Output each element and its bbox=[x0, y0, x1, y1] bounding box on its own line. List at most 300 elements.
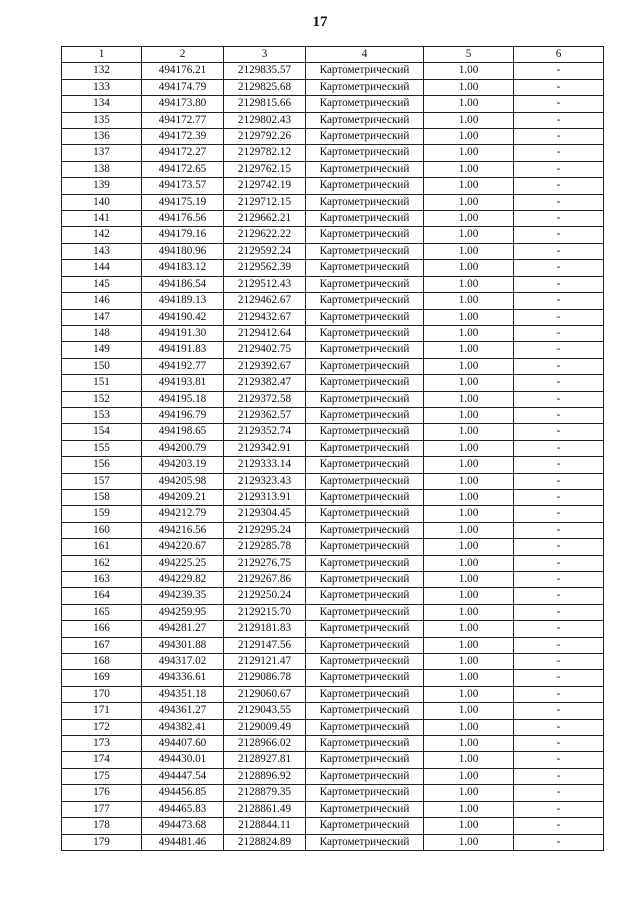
cell-accuracy: 1.00 bbox=[424, 342, 514, 358]
cell-y-coordinate: 2128879.35 bbox=[224, 785, 306, 801]
cell-point-number: 144 bbox=[62, 260, 142, 276]
cell-point-number: 134 bbox=[62, 96, 142, 112]
cell-accuracy: 1.00 bbox=[424, 457, 514, 473]
cell-point-number: 137 bbox=[62, 145, 142, 161]
cell-note: - bbox=[514, 604, 604, 620]
column-header: 1 bbox=[62, 47, 142, 63]
cell-y-coordinate: 2129462.67 bbox=[224, 293, 306, 309]
table-row bbox=[62, 325, 604, 341]
cell-y-coordinate: 2129742.19 bbox=[224, 178, 306, 194]
cell-x-coordinate: 494447.54 bbox=[142, 768, 224, 784]
cell-accuracy: 1.00 bbox=[424, 391, 514, 407]
cell-accuracy: 1.00 bbox=[424, 522, 514, 538]
cell-method: Картометрический bbox=[306, 801, 424, 817]
cell-note: - bbox=[514, 211, 604, 227]
cell-x-coordinate: 494193.81 bbox=[142, 375, 224, 391]
cell-point-number: 148 bbox=[62, 325, 142, 341]
cell-method: Картометрический bbox=[306, 358, 424, 374]
cell-x-coordinate: 494172.39 bbox=[142, 129, 224, 145]
cell-point-number: 174 bbox=[62, 752, 142, 768]
table-row bbox=[62, 112, 604, 128]
cell-method: Картометрический bbox=[306, 342, 424, 358]
cell-y-coordinate: 2129782.12 bbox=[224, 145, 306, 161]
cell-note: - bbox=[514, 834, 604, 850]
cell-x-coordinate: 494220.67 bbox=[142, 539, 224, 555]
cell-accuracy: 1.00 bbox=[424, 621, 514, 637]
cell-y-coordinate: 2128966.02 bbox=[224, 736, 306, 752]
table-row bbox=[62, 473, 604, 489]
cell-point-number: 143 bbox=[62, 243, 142, 259]
cell-method: Картометрический bbox=[306, 489, 424, 505]
cell-note: - bbox=[514, 276, 604, 292]
cell-method: Картометрический bbox=[306, 637, 424, 653]
cell-y-coordinate: 2129622.22 bbox=[224, 227, 306, 243]
cell-x-coordinate: 494200.79 bbox=[142, 440, 224, 456]
cell-accuracy: 1.00 bbox=[424, 293, 514, 309]
cell-point-number: 164 bbox=[62, 588, 142, 604]
cell-method: Картометрический bbox=[306, 473, 424, 489]
cell-note: - bbox=[514, 621, 604, 637]
cell-accuracy: 1.00 bbox=[424, 227, 514, 243]
cell-accuracy: 1.00 bbox=[424, 129, 514, 145]
cell-point-number: 179 bbox=[62, 834, 142, 850]
cell-x-coordinate: 494361.27 bbox=[142, 703, 224, 719]
cell-y-coordinate: 2128927.81 bbox=[224, 752, 306, 768]
table-row bbox=[62, 719, 604, 735]
cell-method: Картометрический bbox=[306, 211, 424, 227]
cell-x-coordinate: 494351.18 bbox=[142, 686, 224, 702]
cell-method: Картометрический bbox=[306, 555, 424, 571]
cell-accuracy: 1.00 bbox=[424, 325, 514, 341]
cell-point-number: 163 bbox=[62, 572, 142, 588]
cell-x-coordinate: 494176.21 bbox=[142, 63, 224, 79]
cell-y-coordinate: 2129313.91 bbox=[224, 489, 306, 505]
table-row bbox=[62, 424, 604, 440]
cell-note: - bbox=[514, 375, 604, 391]
cell-method: Картометрический bbox=[306, 161, 424, 177]
cell-y-coordinate: 2129432.67 bbox=[224, 309, 306, 325]
cell-note: - bbox=[514, 325, 604, 341]
table-row bbox=[62, 539, 604, 555]
cell-x-coordinate: 494173.57 bbox=[142, 178, 224, 194]
table-row bbox=[62, 801, 604, 817]
cell-x-coordinate: 494190.42 bbox=[142, 309, 224, 325]
table-row bbox=[62, 407, 604, 423]
cell-note: - bbox=[514, 736, 604, 752]
cell-note: - bbox=[514, 309, 604, 325]
cell-point-number: 147 bbox=[62, 309, 142, 325]
table-row bbox=[62, 457, 604, 473]
cell-x-coordinate: 494174.79 bbox=[142, 79, 224, 95]
cell-y-coordinate: 2129250.24 bbox=[224, 588, 306, 604]
column-header: 4 bbox=[306, 47, 424, 63]
cell-point-number: 168 bbox=[62, 654, 142, 670]
cell-x-coordinate: 494430.01 bbox=[142, 752, 224, 768]
cell-y-coordinate: 2129392.67 bbox=[224, 358, 306, 374]
cell-point-number: 151 bbox=[62, 375, 142, 391]
cell-accuracy: 1.00 bbox=[424, 719, 514, 735]
cell-accuracy: 1.00 bbox=[424, 572, 514, 588]
cell-accuracy: 1.00 bbox=[424, 79, 514, 95]
cell-accuracy: 1.00 bbox=[424, 276, 514, 292]
cell-point-number: 165 bbox=[62, 604, 142, 620]
cell-method: Картометрический bbox=[306, 440, 424, 456]
table-row bbox=[62, 145, 604, 161]
column-header: 5 bbox=[424, 47, 514, 63]
cell-y-coordinate: 2129402.75 bbox=[224, 342, 306, 358]
cell-y-coordinate: 2129333.14 bbox=[224, 457, 306, 473]
cell-y-coordinate: 2129342.91 bbox=[224, 440, 306, 456]
cell-y-coordinate: 2129382.47 bbox=[224, 375, 306, 391]
table-row bbox=[62, 243, 604, 259]
cell-point-number: 177 bbox=[62, 801, 142, 817]
cell-x-coordinate: 494336.61 bbox=[142, 670, 224, 686]
table-row bbox=[62, 555, 604, 571]
cell-x-coordinate: 494473.68 bbox=[142, 818, 224, 834]
cell-point-number: 175 bbox=[62, 768, 142, 784]
cell-note: - bbox=[514, 293, 604, 309]
cell-accuracy: 1.00 bbox=[424, 588, 514, 604]
cell-x-coordinate: 494225.25 bbox=[142, 555, 224, 571]
cell-accuracy: 1.00 bbox=[424, 194, 514, 210]
table-row bbox=[62, 489, 604, 505]
cell-y-coordinate: 2129762.15 bbox=[224, 161, 306, 177]
cell-x-coordinate: 494189.13 bbox=[142, 293, 224, 309]
cell-y-coordinate: 2129147.56 bbox=[224, 637, 306, 653]
cell-note: - bbox=[514, 96, 604, 112]
cell-note: - bbox=[514, 703, 604, 719]
cell-x-coordinate: 494465.83 bbox=[142, 801, 224, 817]
cell-y-coordinate: 2129802.43 bbox=[224, 112, 306, 128]
cell-note: - bbox=[514, 243, 604, 259]
cell-method: Картометрический bbox=[306, 588, 424, 604]
cell-method: Картометрический bbox=[306, 686, 424, 702]
cell-y-coordinate: 2129009.49 bbox=[224, 719, 306, 735]
cell-point-number: 158 bbox=[62, 489, 142, 505]
table-row bbox=[62, 572, 604, 588]
cell-accuracy: 1.00 bbox=[424, 407, 514, 423]
cell-x-coordinate: 494259.95 bbox=[142, 604, 224, 620]
cell-y-coordinate: 2129792.26 bbox=[224, 129, 306, 145]
cell-note: - bbox=[514, 719, 604, 735]
cell-accuracy: 1.00 bbox=[424, 440, 514, 456]
table-row bbox=[62, 752, 604, 768]
cell-note: - bbox=[514, 260, 604, 276]
cell-method: Картометрический bbox=[306, 96, 424, 112]
cell-point-number: 170 bbox=[62, 686, 142, 702]
cell-accuracy: 1.00 bbox=[424, 489, 514, 505]
cell-method: Картометрический bbox=[306, 834, 424, 850]
cell-note: - bbox=[514, 506, 604, 522]
cell-note: - bbox=[514, 440, 604, 456]
cell-y-coordinate: 2129304.45 bbox=[224, 506, 306, 522]
column-header: 3 bbox=[224, 47, 306, 63]
cell-point-number: 141 bbox=[62, 211, 142, 227]
table-row bbox=[62, 522, 604, 538]
cell-y-coordinate: 2129285.78 bbox=[224, 539, 306, 555]
cell-method: Картометрический bbox=[306, 572, 424, 588]
table-row bbox=[62, 227, 604, 243]
cell-method: Картометрический bbox=[306, 424, 424, 440]
cell-note: - bbox=[514, 424, 604, 440]
cell-y-coordinate: 2129352.74 bbox=[224, 424, 306, 440]
cell-x-coordinate: 494179.16 bbox=[142, 227, 224, 243]
cell-note: - bbox=[514, 457, 604, 473]
table-row bbox=[62, 276, 604, 292]
cell-note: - bbox=[514, 555, 604, 571]
cell-method: Картометрический bbox=[306, 227, 424, 243]
cell-note: - bbox=[514, 752, 604, 768]
cell-x-coordinate: 494456.85 bbox=[142, 785, 224, 801]
column-header: 6 bbox=[514, 47, 604, 63]
table-row bbox=[62, 703, 604, 719]
cell-method: Картометрический bbox=[306, 752, 424, 768]
cell-point-number: 155 bbox=[62, 440, 142, 456]
cell-accuracy: 1.00 bbox=[424, 358, 514, 374]
table-row bbox=[62, 293, 604, 309]
cell-x-coordinate: 494382.41 bbox=[142, 719, 224, 735]
table-row bbox=[62, 834, 604, 850]
cell-method: Картометрический bbox=[306, 621, 424, 637]
table-body bbox=[62, 63, 604, 851]
cell-point-number: 172 bbox=[62, 719, 142, 735]
cell-x-coordinate: 494212.79 bbox=[142, 506, 224, 522]
cell-accuracy: 1.00 bbox=[424, 211, 514, 227]
cell-method: Картометрический bbox=[306, 407, 424, 423]
cell-point-number: 167 bbox=[62, 637, 142, 653]
cell-note: - bbox=[514, 194, 604, 210]
cell-note: - bbox=[514, 407, 604, 423]
cell-method: Картометрический bbox=[306, 129, 424, 145]
cell-note: - bbox=[514, 79, 604, 95]
table-row bbox=[62, 785, 604, 801]
cell-x-coordinate: 494183.12 bbox=[142, 260, 224, 276]
cell-note: - bbox=[514, 572, 604, 588]
cell-y-coordinate: 2129562.39 bbox=[224, 260, 306, 276]
cell-point-number: 135 bbox=[62, 112, 142, 128]
cell-accuracy: 1.00 bbox=[424, 473, 514, 489]
cell-y-coordinate: 2129662.21 bbox=[224, 211, 306, 227]
table-row bbox=[62, 818, 604, 834]
cell-method: Картометрический bbox=[306, 375, 424, 391]
cell-y-coordinate: 2129372.58 bbox=[224, 391, 306, 407]
table-row bbox=[62, 178, 604, 194]
cell-accuracy: 1.00 bbox=[424, 785, 514, 801]
cell-x-coordinate: 494192.77 bbox=[142, 358, 224, 374]
cell-method: Картометрический bbox=[306, 276, 424, 292]
cell-accuracy: 1.00 bbox=[424, 818, 514, 834]
cell-note: - bbox=[514, 391, 604, 407]
cell-method: Картометрический bbox=[306, 243, 424, 259]
cell-y-coordinate: 2129060.67 bbox=[224, 686, 306, 702]
cell-method: Картометрический bbox=[306, 670, 424, 686]
cell-accuracy: 1.00 bbox=[424, 637, 514, 653]
cell-y-coordinate: 2129295.24 bbox=[224, 522, 306, 538]
cell-x-coordinate: 494203.19 bbox=[142, 457, 224, 473]
cell-y-coordinate: 2129215.70 bbox=[224, 604, 306, 620]
cell-note: - bbox=[514, 768, 604, 784]
cell-note: - bbox=[514, 145, 604, 161]
cell-point-number: 176 bbox=[62, 785, 142, 801]
cell-method: Картометрический bbox=[306, 604, 424, 620]
cell-accuracy: 1.00 bbox=[424, 604, 514, 620]
table-row bbox=[62, 375, 604, 391]
cell-note: - bbox=[514, 686, 604, 702]
cell-note: - bbox=[514, 63, 604, 79]
table-header-row bbox=[62, 47, 604, 63]
cell-y-coordinate: 2129086.78 bbox=[224, 670, 306, 686]
cell-method: Картометрический bbox=[306, 457, 424, 473]
cell-method: Картометрический bbox=[306, 260, 424, 276]
cell-y-coordinate: 2129181.83 bbox=[224, 621, 306, 637]
cell-y-coordinate: 2129835.57 bbox=[224, 63, 306, 79]
cell-point-number: 149 bbox=[62, 342, 142, 358]
cell-point-number: 150 bbox=[62, 358, 142, 374]
cell-x-coordinate: 494198.65 bbox=[142, 424, 224, 440]
cell-y-coordinate: 2129712.15 bbox=[224, 194, 306, 210]
cell-method: Картометрический bbox=[306, 325, 424, 341]
cell-method: Картометрический bbox=[306, 818, 424, 834]
table-row bbox=[62, 736, 604, 752]
cell-method: Картометрический bbox=[306, 768, 424, 784]
cell-method: Картометрический bbox=[306, 63, 424, 79]
table-row bbox=[62, 358, 604, 374]
table-row bbox=[62, 309, 604, 325]
cell-point-number: 156 bbox=[62, 457, 142, 473]
table-row bbox=[62, 96, 604, 112]
cell-point-number: 142 bbox=[62, 227, 142, 243]
cell-note: - bbox=[514, 342, 604, 358]
cell-method: Картометрический bbox=[306, 79, 424, 95]
table-row bbox=[62, 342, 604, 358]
table-row bbox=[62, 211, 604, 227]
cell-y-coordinate: 2129267.86 bbox=[224, 572, 306, 588]
table-row bbox=[62, 194, 604, 210]
table-row bbox=[62, 588, 604, 604]
cell-point-number: 160 bbox=[62, 522, 142, 538]
cell-point-number: 166 bbox=[62, 621, 142, 637]
cell-y-coordinate: 2128861.49 bbox=[224, 801, 306, 817]
cell-point-number: 178 bbox=[62, 818, 142, 834]
cell-point-number: 138 bbox=[62, 161, 142, 177]
cell-accuracy: 1.00 bbox=[424, 834, 514, 850]
table-row bbox=[62, 161, 604, 177]
cell-accuracy: 1.00 bbox=[424, 161, 514, 177]
cell-method: Картометрический bbox=[306, 654, 424, 670]
table-row bbox=[62, 654, 604, 670]
cell-point-number: 153 bbox=[62, 407, 142, 423]
cell-note: - bbox=[514, 227, 604, 243]
cell-accuracy: 1.00 bbox=[424, 375, 514, 391]
table-row bbox=[62, 621, 604, 637]
cell-y-coordinate: 2129323.43 bbox=[224, 473, 306, 489]
cell-accuracy: 1.00 bbox=[424, 112, 514, 128]
cell-x-coordinate: 494172.27 bbox=[142, 145, 224, 161]
cell-method: Картометрический bbox=[306, 145, 424, 161]
cell-accuracy: 1.00 bbox=[424, 309, 514, 325]
cell-x-coordinate: 494175.19 bbox=[142, 194, 224, 210]
cell-note: - bbox=[514, 670, 604, 686]
coordinates-table bbox=[61, 46, 604, 851]
cell-note: - bbox=[514, 129, 604, 145]
cell-x-coordinate: 494407.60 bbox=[142, 736, 224, 752]
table-row bbox=[62, 391, 604, 407]
cell-note: - bbox=[514, 801, 604, 817]
cell-note: - bbox=[514, 178, 604, 194]
cell-point-number: 152 bbox=[62, 391, 142, 407]
cell-note: - bbox=[514, 358, 604, 374]
table-row bbox=[62, 440, 604, 456]
cell-x-coordinate: 494281.27 bbox=[142, 621, 224, 637]
cell-note: - bbox=[514, 489, 604, 505]
cell-point-number: 140 bbox=[62, 194, 142, 210]
cell-x-coordinate: 494173.80 bbox=[142, 96, 224, 112]
cell-accuracy: 1.00 bbox=[424, 63, 514, 79]
cell-method: Картометрический bbox=[306, 194, 424, 210]
cell-point-number: 173 bbox=[62, 736, 142, 752]
cell-accuracy: 1.00 bbox=[424, 178, 514, 194]
cell-x-coordinate: 494195.18 bbox=[142, 391, 224, 407]
cell-accuracy: 1.00 bbox=[424, 145, 514, 161]
cell-point-number: 136 bbox=[62, 129, 142, 145]
cell-point-number: 145 bbox=[62, 276, 142, 292]
cell-accuracy: 1.00 bbox=[424, 801, 514, 817]
cell-y-coordinate: 2129592.24 bbox=[224, 243, 306, 259]
cell-accuracy: 1.00 bbox=[424, 243, 514, 259]
cell-point-number: 157 bbox=[62, 473, 142, 489]
cell-x-coordinate: 494191.83 bbox=[142, 342, 224, 358]
cell-x-coordinate: 494317.02 bbox=[142, 654, 224, 670]
cell-point-number: 169 bbox=[62, 670, 142, 686]
cell-point-number: 162 bbox=[62, 555, 142, 571]
cell-point-number: 161 bbox=[62, 539, 142, 555]
cell-y-coordinate: 2129825.68 bbox=[224, 79, 306, 95]
cell-x-coordinate: 494239.35 bbox=[142, 588, 224, 604]
cell-accuracy: 1.00 bbox=[424, 703, 514, 719]
cell-note: - bbox=[514, 161, 604, 177]
cell-x-coordinate: 494216.56 bbox=[142, 522, 224, 538]
column-header: 2 bbox=[142, 47, 224, 63]
cell-accuracy: 1.00 bbox=[424, 736, 514, 752]
cell-accuracy: 1.00 bbox=[424, 768, 514, 784]
cell-y-coordinate: 2129121.47 bbox=[224, 654, 306, 670]
table-row bbox=[62, 604, 604, 620]
cell-point-number: 132 bbox=[62, 63, 142, 79]
table-row bbox=[62, 129, 604, 145]
cell-y-coordinate: 2128844.11 bbox=[224, 818, 306, 834]
cell-note: - bbox=[514, 473, 604, 489]
cell-note: - bbox=[514, 112, 604, 128]
cell-method: Картометрический bbox=[306, 522, 424, 538]
cell-point-number: 133 bbox=[62, 79, 142, 95]
cell-y-coordinate: 2129276.75 bbox=[224, 555, 306, 571]
cell-x-coordinate: 494172.77 bbox=[142, 112, 224, 128]
cell-method: Картометрический bbox=[306, 703, 424, 719]
cell-x-coordinate: 494176.56 bbox=[142, 211, 224, 227]
cell-point-number: 146 bbox=[62, 293, 142, 309]
cell-x-coordinate: 494209.21 bbox=[142, 489, 224, 505]
cell-y-coordinate: 2128824.89 bbox=[224, 834, 306, 850]
table-row bbox=[62, 79, 604, 95]
cell-y-coordinate: 2129043.55 bbox=[224, 703, 306, 719]
cell-accuracy: 1.00 bbox=[424, 670, 514, 686]
cell-x-coordinate: 494205.98 bbox=[142, 473, 224, 489]
cell-y-coordinate: 2129512.43 bbox=[224, 276, 306, 292]
cell-method: Картометрический bbox=[306, 391, 424, 407]
cell-x-coordinate: 494229.82 bbox=[142, 572, 224, 588]
cell-method: Картометрический bbox=[306, 719, 424, 735]
cell-method: Картометрический bbox=[306, 785, 424, 801]
